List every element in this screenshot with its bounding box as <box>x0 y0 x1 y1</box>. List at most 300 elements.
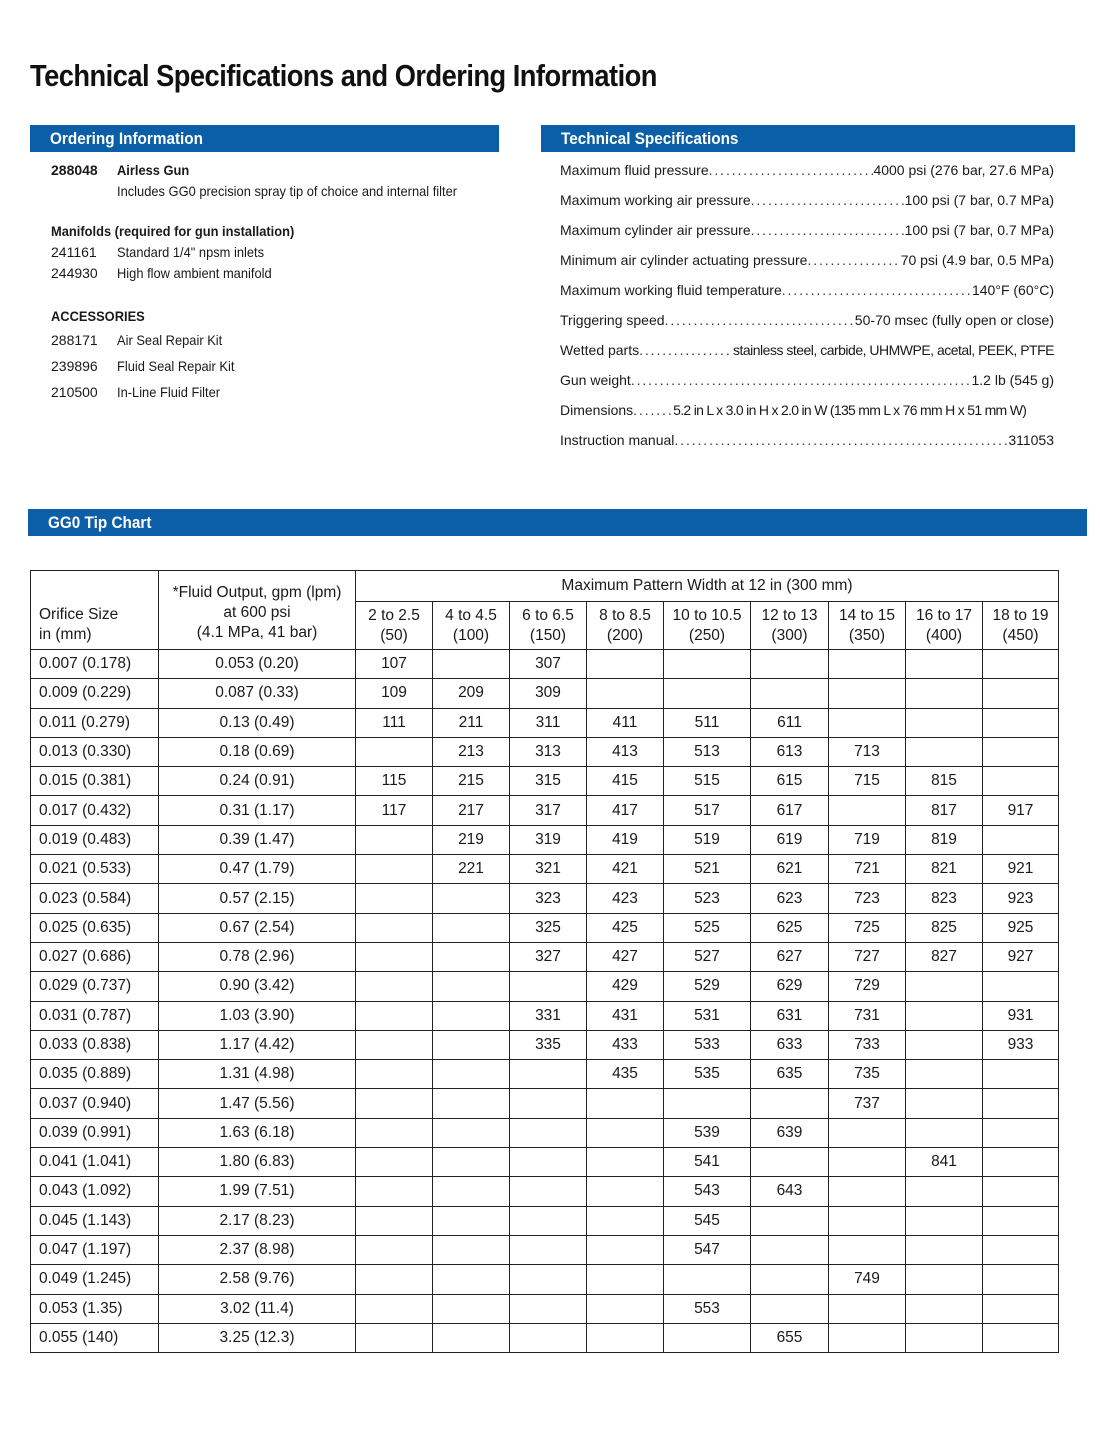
header-line: 14 to 15 <box>838 606 896 624</box>
fluid-output-cell: 1.03 (3.90) <box>159 1001 356 1030</box>
header-line: *Fluid Output, gpm (lpm) <box>172 584 342 601</box>
tip-number-cell <box>433 913 510 942</box>
page-title: Technical Specifications and Ordering Information <box>30 58 657 93</box>
spec-item <box>560 188 1054 218</box>
fluid-output-cell: 0.67 (2.54) <box>159 913 356 942</box>
tip-number-cell <box>983 679 1059 708</box>
tip-number-cell <box>751 1235 829 1264</box>
header-line: (400) <box>925 626 963 644</box>
spec-value: 4000 psi (276 bar, 27.6 MPa) <box>873 162 1054 178</box>
tip-number-cell <box>433 650 510 679</box>
tip-number-cell: 417 <box>587 796 664 825</box>
spec-value: 50-70 msec (fully open or close) <box>854 312 1054 328</box>
tip-number-cell: 525 <box>664 913 751 942</box>
tip-number-cell: 931 <box>983 1001 1059 1030</box>
spec-value: 100 psi (7 bar, 0.7 MPa) <box>904 222 1054 238</box>
orifice-size-cell: 0.023 (0.584) <box>31 884 159 913</box>
tip-number-cell: 221 <box>433 855 510 884</box>
tip-number-cell <box>356 1089 433 1118</box>
tip-number-cell <box>983 708 1059 737</box>
ordering-info <box>51 160 491 405</box>
fluid-output-cell: 0.053 (0.20) <box>159 650 356 679</box>
part-name: Standard 1/4" npsm inlets <box>117 244 265 260</box>
tip-number-cell: 531 <box>664 1001 751 1030</box>
tip-number-cell: 725 <box>829 913 906 942</box>
tip-number-cell: 313 <box>510 737 587 766</box>
tip-number-cell <box>510 972 587 1001</box>
orifice-size-cell: 0.011 (0.279) <box>31 708 159 737</box>
table-row <box>31 737 1059 766</box>
spec-label: Wetted parts <box>560 342 640 358</box>
orifice-size-cell: 0.035 (0.889) <box>31 1060 159 1089</box>
tip-number-cell: 315 <box>510 767 587 796</box>
spec-value: 70 psi (4.9 bar, 0.5 MPa) <box>900 252 1054 268</box>
header-line: 6 to 6.5 <box>522 606 574 624</box>
tip-number-cell <box>906 1323 983 1352</box>
spec-label: Maximum cylinder air pressure <box>560 222 751 238</box>
orifice-size-cell: 0.007 (0.178) <box>31 650 159 679</box>
specs-section-header <box>541 125 1075 152</box>
tip-number-cell <box>751 1148 829 1177</box>
tip-number-cell <box>829 1206 906 1235</box>
tip-number-cell <box>433 1177 510 1206</box>
tip-number-cell <box>829 1118 906 1147</box>
tip-number-cell <box>906 1089 983 1118</box>
tip-number-cell <box>433 942 510 971</box>
tip-number-cell: 633 <box>751 1030 829 1059</box>
ordering-header-label: Ordering Information <box>50 129 203 148</box>
fluid-output-cell: 3.02 (11.4) <box>159 1294 356 1323</box>
table-row <box>31 1177 1059 1206</box>
tip-number-cell <box>433 1294 510 1323</box>
tip-number-cell: 925 <box>983 913 1059 942</box>
tip-number-cell <box>829 1294 906 1323</box>
spec-label: Maximum working fluid temperature <box>560 282 782 298</box>
tip-number-cell: 627 <box>751 942 829 971</box>
tip-number-cell <box>356 972 433 1001</box>
tip-number-cell: 547 <box>664 1235 751 1264</box>
tip-number-cell: 319 <box>510 825 587 854</box>
pattern-width-col-7 <box>906 602 983 650</box>
table-row <box>31 825 1059 854</box>
table-row <box>31 1089 1059 1118</box>
tip-number-cell <box>983 737 1059 766</box>
part-number: 239896 <box>51 358 98 374</box>
table-row <box>31 1060 1059 1089</box>
tip-number-cell: 335 <box>510 1030 587 1059</box>
orifice-size-cell: 0.049 (1.245) <box>31 1265 159 1294</box>
header-line: in (mm) <box>39 626 92 643</box>
tip-number-cell <box>587 1089 664 1118</box>
tip-number-cell: 545 <box>664 1206 751 1235</box>
tip-number-cell <box>433 1089 510 1118</box>
tip-number-cell: 513 <box>664 737 751 766</box>
table-row <box>31 708 1059 737</box>
tip-number-cell <box>829 650 906 679</box>
fluid-output-cell: 0.90 (3.42) <box>159 972 356 1001</box>
table-row <box>31 796 1059 825</box>
tip-number-cell: 715 <box>829 767 906 796</box>
header-line: Orifice Size <box>39 606 119 623</box>
pattern-width-col-3 <box>587 602 664 650</box>
tip-number-cell <box>433 1265 510 1294</box>
tip-number-cell <box>751 1089 829 1118</box>
tip-number-cell: 819 <box>906 825 983 854</box>
tip-number-cell <box>906 679 983 708</box>
orifice-size-cell: 0.045 (1.143) <box>31 1206 159 1235</box>
tip-number-cell: 309 <box>510 679 587 708</box>
table-row <box>31 1294 1059 1323</box>
manifolds-heading-row <box>51 221 491 242</box>
header-line: (200) <box>606 626 644 644</box>
tip-number-cell: 321 <box>510 855 587 884</box>
header-line: (450) <box>1002 626 1039 644</box>
header-line: (300) <box>771 626 808 644</box>
tip-number-cell <box>983 1235 1059 1264</box>
tip-number-cell: 317 <box>510 796 587 825</box>
tip-number-cell: 433 <box>587 1030 664 1059</box>
pattern-width-col-0 <box>356 602 433 650</box>
specs-header-label: Technical Specifications <box>561 129 739 148</box>
spec-value: 5.2 in L x 3.0 in H x 2.0 in W (135 mm L x 76 mm H x 51 mm W) <box>673 402 1027 418</box>
fluid-output-cell: 2.58 (9.76) <box>159 1265 356 1294</box>
tip-number-cell <box>587 1177 664 1206</box>
tip-number-cell <box>587 1323 664 1352</box>
tip-number-cell: 539 <box>664 1118 751 1147</box>
header-line: (250) <box>688 626 726 644</box>
spec-value: 1.2 lb (545 g) <box>971 372 1054 388</box>
tip-number-cell <box>906 1001 983 1030</box>
tip-number-cell <box>356 1001 433 1030</box>
orifice-size-cell: 0.047 (1.197) <box>31 1235 159 1264</box>
orifice-size-cell: 0.009 (0.229) <box>31 679 159 708</box>
tip-number-cell: 617 <box>751 796 829 825</box>
tip-number-cell: 625 <box>751 913 829 942</box>
tip-number-cell <box>906 1060 983 1089</box>
tip-number-cell <box>983 1177 1059 1206</box>
fluid-output-cell: 0.24 (0.91) <box>159 767 356 796</box>
spec-label: Minimum air cylinder actuating pressure <box>560 252 808 268</box>
header-line: (150) <box>529 626 567 644</box>
tip-number-cell <box>906 708 983 737</box>
gun-description-row <box>51 181 491 202</box>
orifice-size-cell: 0.027 (0.686) <box>31 942 159 971</box>
tip-number-cell <box>587 1118 664 1147</box>
tip-number-cell <box>906 1294 983 1323</box>
tip-number-cell: 749 <box>829 1265 906 1294</box>
table-row <box>31 1323 1059 1352</box>
tip-number-cell: 655 <box>751 1323 829 1352</box>
part-number: 210500 <box>51 384 98 400</box>
part-name: Fluid Seal Repair Kit <box>117 358 235 374</box>
tip-number-cell <box>587 650 664 679</box>
spec-value: 100 psi (7 bar, 0.7 MPa) <box>904 192 1054 208</box>
tip-number-cell <box>510 1206 587 1235</box>
fluid-output-cell: 0.47 (1.79) <box>159 855 356 884</box>
tip-number-cell <box>906 1235 983 1264</box>
tip-number-cell: 553 <box>664 1294 751 1323</box>
orifice-size-cell: 0.031 (0.787) <box>31 1001 159 1030</box>
tip-number-cell <box>983 767 1059 796</box>
fluid-output-cell: 0.78 (2.96) <box>159 942 356 971</box>
tip-number-cell <box>983 1294 1059 1323</box>
tip-number-cell <box>510 1235 587 1264</box>
orifice-size-cell: 0.015 (0.381) <box>31 767 159 796</box>
orifice-size-cell: 0.037 (0.940) <box>31 1089 159 1118</box>
fluid-output-cell: 3.25 (12.3) <box>159 1323 356 1352</box>
tip-number-cell <box>983 1060 1059 1089</box>
tip-number-cell <box>664 1323 751 1352</box>
table-row <box>31 855 1059 884</box>
table-row <box>31 913 1059 942</box>
spec-item <box>560 218 1054 248</box>
tip-number-cell <box>983 1118 1059 1147</box>
orifice-size-cell: 0.053 (1.35) <box>31 1294 159 1323</box>
tip-number-cell <box>433 1001 510 1030</box>
orifice-size-cell: 0.033 (0.838) <box>31 1030 159 1059</box>
header-line: 16 to 17 <box>915 606 973 624</box>
table-row <box>31 767 1059 796</box>
tip-number-cell <box>510 1294 587 1323</box>
orifice-size-cell: 0.013 (0.330) <box>31 737 159 766</box>
tip-number-cell <box>433 1030 510 1059</box>
tip-number-cell <box>356 1060 433 1089</box>
part-number: 288048 <box>51 162 98 178</box>
tip-number-cell <box>983 650 1059 679</box>
tip-number-cell: 517 <box>664 796 751 825</box>
tip-number-cell: 635 <box>751 1060 829 1089</box>
tip-number-cell: 527 <box>664 942 751 971</box>
tip-number-cell <box>510 1148 587 1177</box>
tip-number-cell <box>433 884 510 913</box>
tip-number-cell <box>433 1235 510 1264</box>
tip-number-cell: 421 <box>587 855 664 884</box>
tip-number-cell <box>356 1323 433 1352</box>
tip-number-cell <box>751 1265 829 1294</box>
spec-item <box>560 278 1054 308</box>
tip-number-cell: 211 <box>433 708 510 737</box>
accessories-heading: ACCESSORIES <box>51 308 145 324</box>
tip-number-cell: 115 <box>356 767 433 796</box>
orifice-size-cell: 0.025 (0.635) <box>31 913 159 942</box>
tip-number-cell: 611 <box>751 708 829 737</box>
part-number: 288171 <box>51 332 98 348</box>
table-row <box>31 1030 1059 1059</box>
tip-number-cell: 331 <box>510 1001 587 1030</box>
tip-number-cell: 431 <box>587 1001 664 1030</box>
tip-number-cell: 841 <box>906 1148 983 1177</box>
part-name: In-Line Fluid Filter <box>117 384 221 400</box>
tip-number-cell <box>587 1235 664 1264</box>
fluid-output-cell: 1.63 (6.18) <box>159 1118 356 1147</box>
tip-number-cell <box>906 1030 983 1059</box>
tip-number-cell <box>983 825 1059 854</box>
spec-label: Instruction manual <box>560 432 675 448</box>
tip-number-cell <box>356 1118 433 1147</box>
tip-number-cell: 427 <box>587 942 664 971</box>
tip-number-cell: 619 <box>751 825 829 854</box>
tip-number-cell: 719 <box>829 825 906 854</box>
tip-number-cell <box>751 1294 829 1323</box>
pattern-width-col-6 <box>829 602 906 650</box>
tip-number-cell: 821 <box>906 855 983 884</box>
tip-number-cell <box>433 1148 510 1177</box>
tip-number-cell <box>751 650 829 679</box>
tip-number-cell <box>906 1265 983 1294</box>
tip-number-cell: 111 <box>356 708 433 737</box>
header-line: (350) <box>848 626 886 644</box>
tip-number-cell: 713 <box>829 737 906 766</box>
orifice-size-cell: 0.019 (0.483) <box>31 825 159 854</box>
fluid-output-cell: 0.39 (1.47) <box>159 825 356 854</box>
orifice-size-cell: 0.029 (0.737) <box>31 972 159 1001</box>
fluid-output-header <box>159 571 356 650</box>
tip-number-cell <box>587 1206 664 1235</box>
fluid-output-cell: 0.31 (1.17) <box>159 796 356 825</box>
table-row <box>31 1265 1059 1294</box>
tip-number-cell <box>356 825 433 854</box>
tip-number-cell: 415 <box>587 767 664 796</box>
tip-number-cell: 613 <box>751 737 829 766</box>
tip-number-cell: 523 <box>664 884 751 913</box>
tip-number-cell: 917 <box>983 796 1059 825</box>
table-row <box>31 972 1059 1001</box>
manifolds-heading: Manifolds (required for gun installation) <box>51 223 295 239</box>
part-name: Airless Gun <box>117 162 190 178</box>
tip-number-cell: 827 <box>906 942 983 971</box>
table-row <box>31 1118 1059 1147</box>
tip-number-cell <box>829 1323 906 1352</box>
tip-number-cell: 615 <box>751 767 829 796</box>
tip-number-cell: 541 <box>664 1148 751 1177</box>
tip-number-cell: 737 <box>829 1089 906 1118</box>
tip-number-cell: 529 <box>664 972 751 1001</box>
tip-number-cell <box>906 972 983 1001</box>
tip-number-cell <box>829 679 906 708</box>
table-row <box>31 1235 1059 1264</box>
tip-number-cell: 815 <box>906 767 983 796</box>
tip-number-cell: 817 <box>906 796 983 825</box>
tip-number-cell: 927 <box>983 942 1059 971</box>
tip-number-cell: 209 <box>433 679 510 708</box>
tip-number-cell <box>983 1148 1059 1177</box>
fluid-output-cell: 1.47 (5.56) <box>159 1089 356 1118</box>
tip-number-cell <box>983 1089 1059 1118</box>
tip-number-cell: 729 <box>829 972 906 1001</box>
tip-number-cell <box>433 1060 510 1089</box>
part-name: High flow ambient manifold <box>117 265 272 281</box>
manifold-item <box>51 242 491 263</box>
tip-number-cell <box>664 679 751 708</box>
header-line: (4.1 MPa, 41 bar) <box>196 624 318 641</box>
spec-item <box>560 308 1054 338</box>
fluid-output-cell: 1.17 (4.42) <box>159 1030 356 1059</box>
tip-number-cell: 623 <box>751 884 829 913</box>
table-row <box>31 1206 1059 1235</box>
tip-number-cell: 323 <box>510 884 587 913</box>
tip-number-cell: 643 <box>751 1177 829 1206</box>
part-name: Air Seal Repair Kit <box>117 332 223 348</box>
tip-number-cell <box>906 1206 983 1235</box>
tip-number-cell <box>356 1235 433 1264</box>
header-line: 10 to 10.5 <box>672 606 742 624</box>
tip-number-cell: 327 <box>510 942 587 971</box>
fluid-output-cell: 0.57 (2.15) <box>159 884 356 913</box>
tip-number-cell <box>433 1206 510 1235</box>
tip-number-cell <box>906 650 983 679</box>
tip-number-cell <box>356 1265 433 1294</box>
tip-number-cell: 215 <box>433 767 510 796</box>
tip-number-cell: 535 <box>664 1060 751 1089</box>
pattern-width-col-8 <box>983 602 1059 650</box>
fluid-output-cell: 2.17 (8.23) <box>159 1206 356 1235</box>
tip-number-cell: 731 <box>829 1001 906 1030</box>
tip-number-cell <box>983 972 1059 1001</box>
tip-number-cell <box>829 1148 906 1177</box>
orifice-size-cell: 0.017 (0.432) <box>31 796 159 825</box>
pattern-width-col-4 <box>664 602 751 650</box>
tip-number-cell <box>664 1089 751 1118</box>
tip-number-cell <box>356 855 433 884</box>
tip-number-cell: 933 <box>983 1030 1059 1059</box>
spec-value: 140°F (60°C) <box>971 282 1054 298</box>
tip-number-cell: 307 <box>510 650 587 679</box>
fluid-output-cell: 1.80 (6.83) <box>159 1148 356 1177</box>
tip-number-cell: 639 <box>751 1118 829 1147</box>
tip-number-cell <box>587 1294 664 1323</box>
tip-number-cell: 423 <box>587 884 664 913</box>
tip-number-cell: 733 <box>829 1030 906 1059</box>
tip-number-cell: 425 <box>587 913 664 942</box>
tip-number-cell <box>751 1206 829 1235</box>
orifice-size-cell: 0.021 (0.533) <box>31 855 159 884</box>
tip-number-cell: 217 <box>433 796 510 825</box>
tip-number-cell <box>751 679 829 708</box>
gun-description: Includes GG0 precision spray tip of choice and internal filter <box>117 183 458 199</box>
spec-item <box>560 338 1054 368</box>
fluid-output-cell: 1.31 (4.98) <box>159 1060 356 1089</box>
tip-number-cell <box>906 1118 983 1147</box>
orifice-size-header <box>31 571 159 650</box>
tip-number-cell <box>356 913 433 942</box>
fluid-output-cell: 0.087 (0.33) <box>159 679 356 708</box>
tip-number-cell <box>433 1323 510 1352</box>
tech-specs-list <box>560 158 1054 458</box>
tip-number-cell <box>829 1177 906 1206</box>
tipchart-header-label: GG0 Tip Chart <box>48 513 152 532</box>
spec-item <box>560 248 1054 278</box>
tip-number-cell <box>356 1148 433 1177</box>
tip-number-cell <box>983 1323 1059 1352</box>
tip-number-cell: 543 <box>664 1177 751 1206</box>
tip-number-cell: 723 <box>829 884 906 913</box>
spec-item <box>560 368 1054 398</box>
tip-number-cell <box>664 1265 751 1294</box>
tip-number-cell: 923 <box>983 884 1059 913</box>
pattern-width-col-5 <box>751 602 829 650</box>
tip-number-cell: 721 <box>829 855 906 884</box>
tip-number-cell <box>906 1177 983 1206</box>
manifold-item <box>51 263 491 284</box>
tip-number-cell <box>433 1118 510 1147</box>
spec-label: Gun weight <box>560 372 631 388</box>
tip-number-cell: 107 <box>356 650 433 679</box>
spec-label: Triggering speed <box>560 312 665 328</box>
tip-number-cell: 921 <box>983 855 1059 884</box>
tip-number-cell: 533 <box>664 1030 751 1059</box>
spec-label: Maximum fluid pressure <box>560 162 709 178</box>
header-line: (50) <box>380 626 408 644</box>
